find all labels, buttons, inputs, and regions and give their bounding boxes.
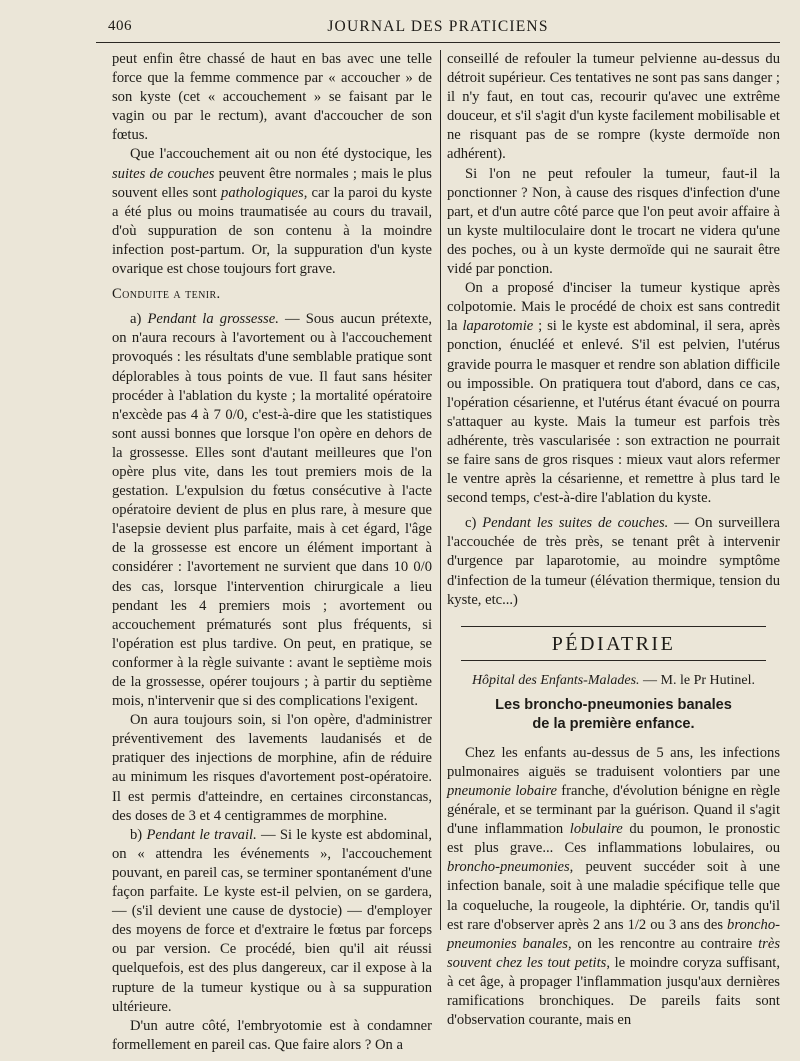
paragraph: a) Pendant la grossesse. — Sous aucun prétexte, on n'aura recours à l'avortement ou à l'accouchement provoqués : les résultats d'une semblable pratique sont déplorables à tous points de vue. Il faut sans hésiter procéder à l'ablation du kyste ; la mortalité opératoire n'excède pas 4 à 7 0/0, c'est-à-dire que les statistiques sont aussi bonnes que lorsque l'on opère en dehors de la grossesse. Elles sont d'autant meilleures que l'on opère plus vite, dans les tout premiers mois de la gestation. L'expulsion du fœtus consécutive à l'acte opératoire devient de plus en plus rare, à mesure que l'asepsie devient plus parfaite, mais à cet égard, l'âge de la grossesse est encore un élément important à considérer : l'avortement ne survient que dans 10 0/0 des cas, lorsque l'intervention chirurgicale a lieu pendant les 4 premiers mois ; avortement ou accouchement prématurés sont plus fréquents, si l'opération est plus tardive. On peut, en pratique, se conformer à la règle suivante : avant le septième mois de la grossesse, opérer toujours ; à partir du septième mois, n'intervenir que si des complications l'exigent. xyxy=(112,311,432,710)
article-title-line: de la première enfance. xyxy=(532,715,695,732)
left-column xyxy=(112,50,432,1055)
paragraph: b) Pendant le travail. — Si le kyste est abdominal, on « attendra les événements », l'accouchement pouvant, en pareil cas, se terminer spontanément d'une façon parfaite. Le kyste est-il pelvien, on se gardera, — (s'il devient une cause de dystocie) — d'employer des moyens de force et d'extraire le fœtus par forceps ou par version. Ce procédé, bien qu'il ait réussi quelquefois, est des plus dangereux, car il expose à la rupture de la tumeur kystique ou à sa suppuration ultérieure. xyxy=(112,826,432,1015)
conduite-heading-text: Conduite a tenir. xyxy=(112,286,221,303)
journal-title: JOURNAL DES PRATICIENS xyxy=(327,18,549,35)
paragraph: On aura toujours soin, si l'on opère, d'administrer préventivement des lavements laudanisés et de pratiquer des injections de morphine, afin de réduire au minimum les risques d'avortement post-opératoire. Il est permis d'atteindre, en certaines circonstancas, des doses de 3 et 4 centigrammes de morphine. xyxy=(112,712,432,824)
paragraph: Que l'accouchement ait ou non été dystocique, les suites de couches peuvent être normales ; mais le plus souvent elles sont pathologiques, car la paroi du kyste a été plus ou moins traumatisée au cours du travail, d'où suppuration de son contenu à la moindre infection post-partum. Or, la suppuration d'un kyste ovarique est chose toujours fort grave. xyxy=(112,146,432,278)
paragraph: On a proposé d'inciser la tumeur kystique après colpotomie. Mais le procédé de choix est sans contredit la laparotomie ; si le kyste est abdominal, il sera, après ponction, énucléé et enlevé. S'il est pelvien, l'utérus gravide pourra le masquer et rendre son ablation difficile ou impossible. On pratiquera tout d'abord, dans ce cas, l'opération césarienne, et l'utérus étant évacué on pourra s'attaquer au kyste. Mais la tumeur est parfois très adhérente, très vascularisée : son extraction ne pourrait se faire sans de gros risques : mieux vaut alors refermer le ventre après la césarienne, et remettre à plus tard le second temps, c'est-à-dire l'ablation du kyste. xyxy=(447,280,780,507)
paragraph: c) Pendant les suites de couches. — On surveillera l'accouchée de très près, se tenant prêt à intervenir d'urgence par laparotomie, au moindre symptôme d'infection de la tumeur (élévation thermique, tension du kyste, etc...) xyxy=(447,515,780,608)
section-title: PÉDIATRIE xyxy=(461,626,766,661)
paragraph: peut enfin être chassé de haut en bas avec une telle force que la femme commence par « accoucher » de son kyste (cet « accouchement » se faisant par le vagin ou par le rectum), avant d'accoucher de son fœtus. xyxy=(112,51,432,144)
article-title-line: Les broncho-pneumonies banales xyxy=(495,696,732,713)
running-head xyxy=(96,14,780,43)
paragraph: conseillé de refouler la tumeur pelvienne au-dessus du détroit supérieur. Ces tentatives ne sont pas sans danger ; il n'y faut, en tout cas, recourir qu'avec une extrême douceur, et s'il s'agit d'un kyste facilement mobilisable et ne risquant pas de se rompre (kyste dermoïde non adhérent). xyxy=(447,51,780,163)
conduite-heading xyxy=(112,285,432,304)
hospital-line: Hôpital des Enfants-Malades. — M. le Pr Hutinel. xyxy=(471,672,756,688)
right-column xyxy=(447,50,780,1030)
paragraph: Chez les enfants au-dessus de 5 ans, les infections pulmonaires aiguës se traduisent volontiers par une pneumonie lobaire franche, d'évolution bénigne en règle générale, et se terminant par la guérison. Quand il s'agit d'une inflammation lobulaire du poumon, le pronostic est plus grave... Ces inflammations lobulaires, ou broncho-pneumonies, peuvent succéder soit à une infection banale, soit à une maladie spécifique telle que la coqueluche, la rougeole, la diphtérie. Or, tandis qu'il est rare d'observer après 2 ans 1/2 ou 3 ans des broncho-pneumonies banales, on les rencontre au contraire très souvent chez les tout petits, le moindre coryza suffisant, à cet âge, à propager l'inflammation jusqu'aux dernières ramifications bronchiques. De pareils faits sont d'observation courante, mais en xyxy=(447,744,781,1029)
paragraph: D'un autre côté, l'embryotomie est à condamner formellement en pareil cas. Que faire alors ? On a xyxy=(112,1017,432,1053)
paragraph: Si l'on ne peut refouler la tumeur, faut-il la ponctionner ? Non, à cause des risques d'infection d'une part, et d'un autre côté parce que l'on peut avoir affaire à un kyste multiloculaire dont le trocart ne videra qu'une des poches, ou à un kyste dermoïde qui ne saurait être vidé par ponction. xyxy=(447,165,780,278)
column-divider xyxy=(440,50,441,930)
page-number: 406 xyxy=(108,18,132,34)
article-title xyxy=(447,696,780,734)
